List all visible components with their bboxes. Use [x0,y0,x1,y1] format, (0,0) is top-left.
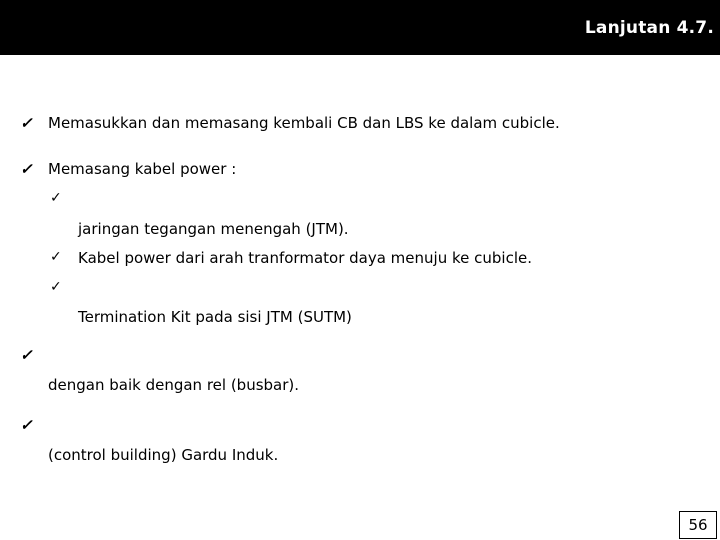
check-icon: ✓ [50,279,62,295]
main-bullet-icon: ✓ [20,416,33,434]
bullet-text-4: (control building) Gardu Induk. [48,446,279,464]
bullet-text-1: Memasukkan dan memasang kembali CB dan LBS ke dalam cubicle. [48,114,560,132]
header-bar [0,0,720,55]
bullet-text-2: Memasang kabel power : [48,160,237,178]
check-icon: ✓ [50,190,62,206]
sub-bullet-text-3: Termination Kit pada sisi JTM (SUTM) [78,308,352,326]
main-bullet-icon: ✓ [20,346,33,364]
page-number: 56 [688,516,708,534]
check-icon: ✓ [50,249,62,265]
sub-bullet-text-1: jaringan tegangan menengah (JTM). [78,220,349,238]
sub-bullet-text-2: Kabel power dari arah tranformator daya menuju ke cubicle. [78,249,532,267]
page-number-box [679,511,717,539]
main-bullet-icon: ✓ [20,160,33,178]
bullet-text-3: dengan baik dengan rel (busbar). [48,376,300,394]
main-bullet-icon: ✓ [20,114,33,132]
slide-title: Lanjutan 4.7. [584,18,714,38]
